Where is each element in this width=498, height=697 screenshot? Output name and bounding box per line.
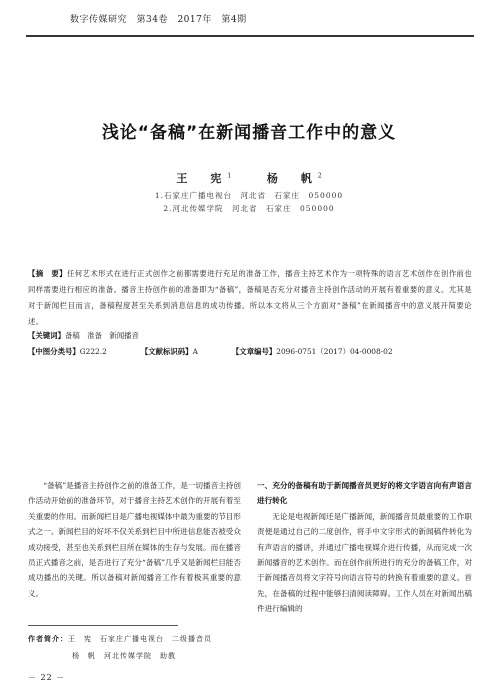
author-2: 杨 帆 [266, 172, 318, 185]
section-heading-1: 一、充分的备稿有助于新闻播音员更好的将文字语言向有声语言进行转化 [257, 481, 472, 506]
page-number: － 22 － [28, 673, 66, 682]
abstract-label: 【摘 要】 [28, 269, 67, 278]
footnote-label: 作者简介： [28, 634, 68, 643]
abstract [28, 266, 472, 330]
abstract-text: 任何艺术形式在进行正式创作之前都需要进行充足的准备工作，播音主持艺术作为一项特殊的语言艺术创作在创作前也同样需要进行相应的准备。播音主持创作前的准备即为“备稿”，备稿是否充分对播音主持创作活动的开展有着重要的意义。尤其是对于新闻栏目而言，备稿程度甚至关系到消息信息的成功传播。所以本文将从三个方面对“备稿”在新闻播音中的意义展开简要论述。 [28, 269, 472, 326]
journal-header: 数字传媒研究 第34卷 2017年 第4期 [70, 15, 247, 25]
article-no-value: 2096-0751（2017）04-0008-02 [276, 347, 393, 356]
header-rule [26, 35, 474, 37]
clc-label: 【中图分类号】 [28, 347, 80, 356]
footnote-author-1: 王 宪 石家庄广播电视台 二级播音员 [68, 635, 212, 643]
author-1-affil-mark: 1 [227, 172, 232, 180]
affiliation-2: 2.河北传媒学院 河北省 石家庄 050000 [163, 204, 335, 213]
keywords [28, 330, 139, 341]
doc-code-value: A [192, 347, 198, 356]
clc-value: G222.2 [79, 347, 107, 356]
author-line [0, 170, 498, 186]
keywords-text: 备稿 准备 新闻播音 [64, 331, 139, 340]
body-right-column [257, 478, 472, 617]
body-left-column: “备稿”是播音主持创作之前的准备工作，是一切播音主持创作活动开始前的准备环节，对于播音主持艺术创作的开展有着至关重要的作用。而新闻栏目是广播电视媒体中最为重要的节目形式之一。新闻栏目的好坏不仅关系到栏目中所进信息能否被受众成功接受，甚至也关系到栏目所在媒体的生存与发展。而在播音员正式播音之前，是否进行了充分“备稿”几乎又是新闻栏目能否成功播出的关键。所以备稿对新闻播音工作有着极其重要的意义。 [28, 481, 241, 598]
section-1-text: 无论是电视新闻还是广播新闻，新闻播音员最重要的工作职责便是通过自己的二度创作，将手中文字形式的新闻稿件转化为有声语言的播讲，并通过广播电视媒介进行传播，从而完成一次新闻播音的艺术创作。而在创作前所进行的充分的备稿工作，对于新闻播音员将文字符号向语言符号的转换有着重要的意义。首先，在备稿的过程中能够扫清阅读障碍。工作人员在对新闻出稿件进行编辑的 [257, 511, 472, 614]
article-no-label: 【文章编号】 [231, 347, 277, 356]
classification-line [28, 346, 472, 357]
author-1: 王 宪 [176, 172, 228, 185]
footnote-rule [28, 625, 178, 626]
article-title: 浅论“备稿”在新闻播音工作中的意义 [101, 123, 397, 143]
author-2-affil-mark: 2 [317, 172, 322, 180]
doc-code-label: 【文献标识码】 [140, 347, 193, 356]
footnote-author-2: 杨 帆 河北传媒学院 助教 [72, 652, 176, 660]
keywords-label: 【关键词】 [28, 331, 65, 340]
footnote-line-1 [28, 634, 212, 644]
affiliation-1: 1.石家庄广播电视台 河北省 石家庄 050000 [154, 191, 344, 200]
